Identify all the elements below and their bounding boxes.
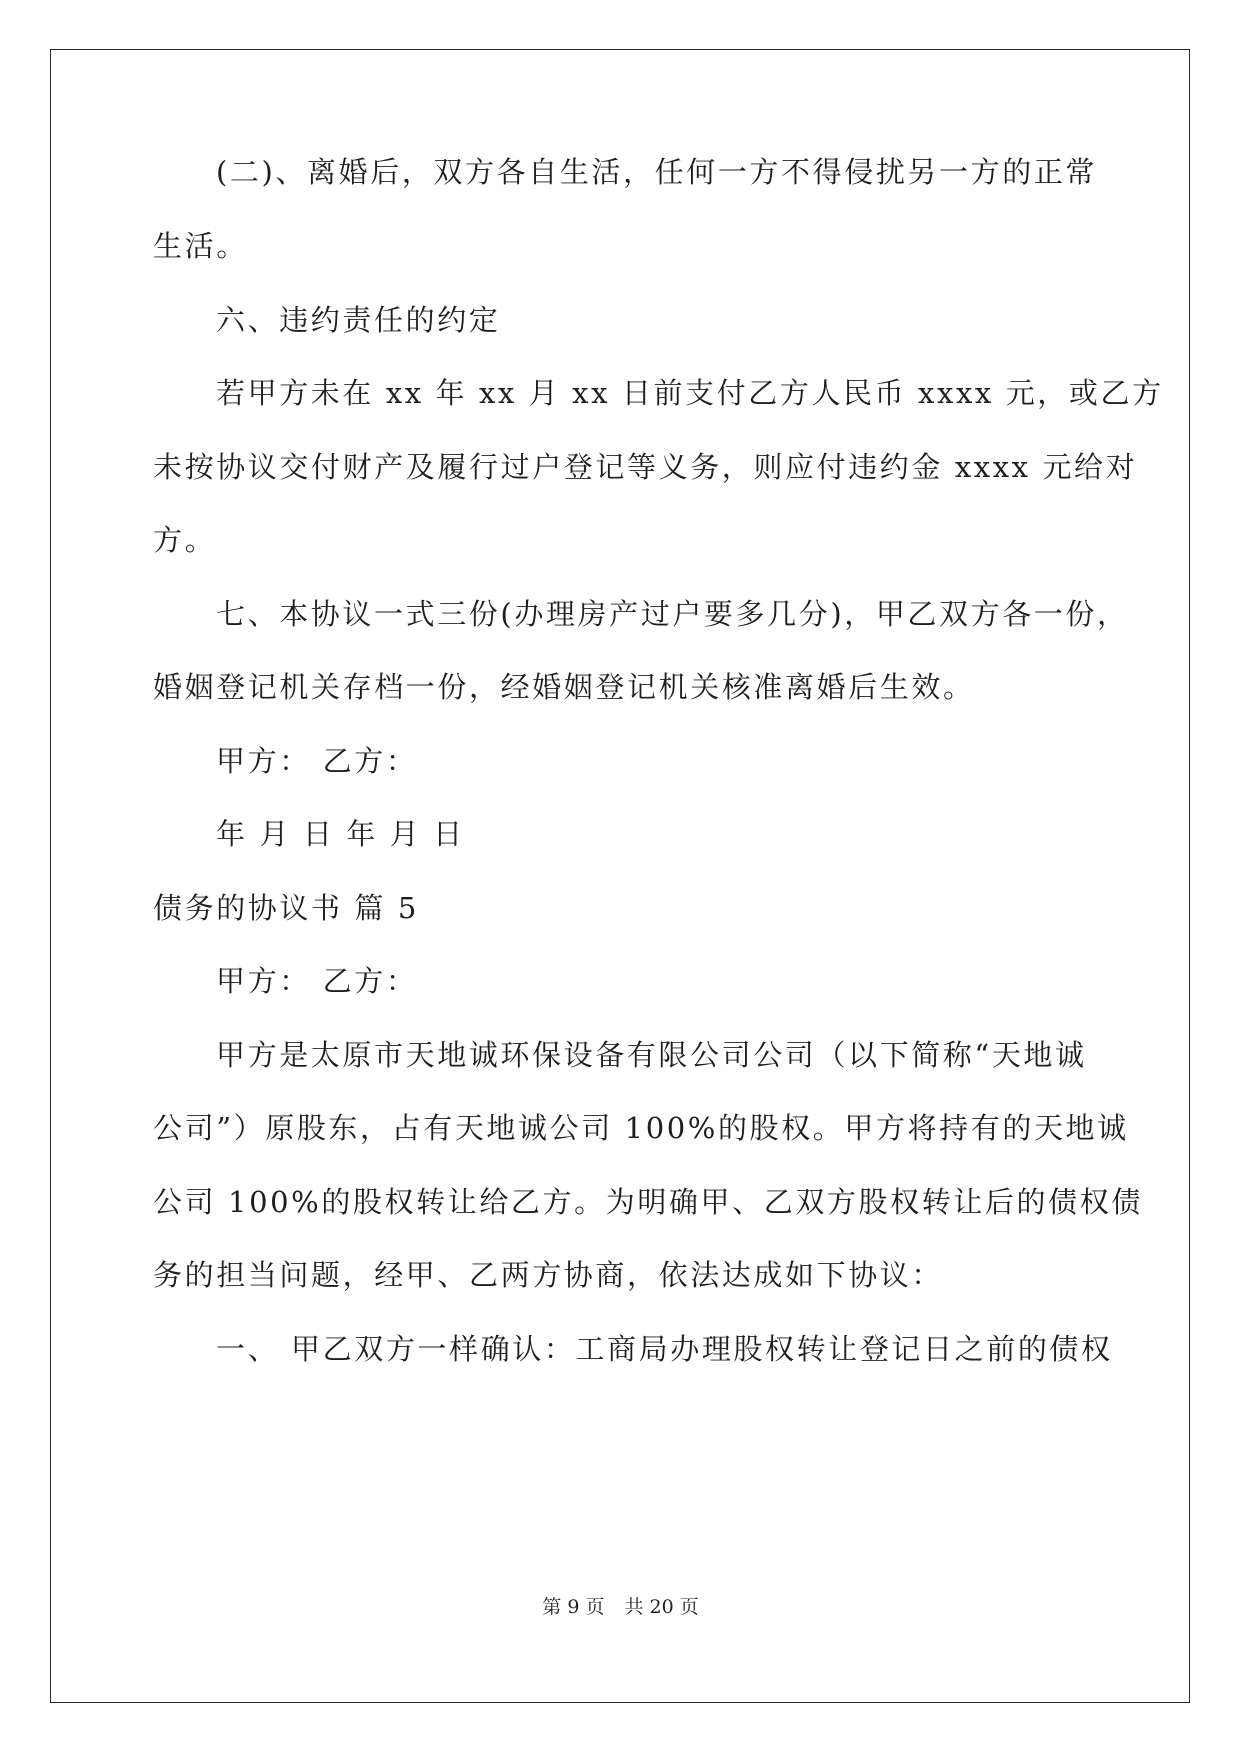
document-title: 债务的协议书 篇 5 <box>153 891 419 925</box>
paragraph-line-14: 公司”）原股东，占有天地诚公司 100%的股权。甲方将持有的天地诚 <box>153 1111 1129 1145</box>
paragraph-line-15: 公司 100%的股权转让给乙方。为明确甲、乙双方股权转让后的债权债 <box>153 1185 1143 1219</box>
paragraph-line-5: 未按协议交付财产及履行过户登记等义务，则应付违约金 xxxx 元给对 <box>153 450 1138 484</box>
page-border <box>50 49 1190 1703</box>
signature-parties: 甲方： 乙方： <box>216 744 418 778</box>
page-number: 第 9 页 <box>542 1596 605 1618</box>
paragraph-line-6: 方。 <box>153 523 217 557</box>
page-total: 共 20 页 <box>624 1596 699 1618</box>
signature-dates: 年 月 日 年 月 日 <box>216 817 465 851</box>
paragraph-line-7: 七、本协议一式三份(办理房产过户要多几分)，甲乙双方各一份， <box>216 597 1129 631</box>
paragraph-line-1: (二)、离婚后，双方各自生活，任何一方不得侵扰另一方的正常 <box>216 155 1098 189</box>
paragraph-line-2: 生活。 <box>153 229 248 263</box>
paragraph-line-8: 婚姻登记机关存档一份，经婚姻登记机关核准离婚后生效。 <box>153 670 975 704</box>
page-footer <box>0 1592 1241 1619</box>
clause-1: 一、 甲乙双方一样确认：工商局办理股权转让登记日之前的债权 <box>216 1332 1113 1366</box>
paragraph-line-4: 若甲方未在 xx 年 xx 月 xx 日前支付乙方人民币 xxxx 元，或乙方 <box>216 376 1164 410</box>
paragraph-line-13: 甲方是太原市天地诚环保设备有限公司公司（以下简称“天地诚 <box>216 1038 1087 1072</box>
section-heading-6: 六、违约责任的约定 <box>216 303 501 337</box>
paragraph-line-16: 务的担当问题，经甲、乙两方协商，依法达成如下协议： <box>153 1258 944 1292</box>
party-labels: 甲方： 乙方： <box>216 964 418 998</box>
